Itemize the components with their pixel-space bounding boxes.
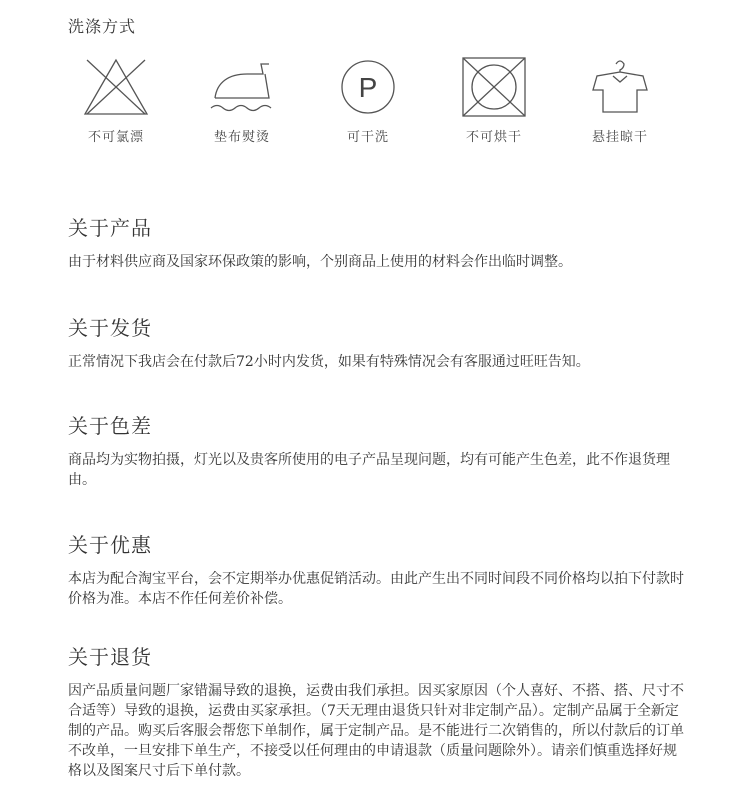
care-item-dry-clean [308, 56, 428, 145]
no-tumble-dry-icon [459, 56, 529, 118]
care-item-no-tumble-dry [434, 56, 554, 145]
section-body: 本店为配合淘宝平台，会不定期举办优惠促销活动。由此产生出不同时间段不同价格均以拍下付款时价格为准。本店不作任何差价补偿。 [68, 571, 684, 607]
care-item-iron-with-cloth [182, 56, 302, 145]
section-heading: 关于退货 [68, 645, 152, 669]
care-icons-row [56, 56, 696, 156]
section-body: 因产品质量问题厂家错漏导致的退换，运费由我们承担。因买家原因（个人喜好、不搭、搭、尺寸不合适等）导致的退换，运费由买家承担。（7天无理由退货只针对非定制产品）。定制产品属于全新定制的产品。购买后客服会帮您下单制作，属于定制产品。是不能进行二次销售的，所以付款后的订单不改单，一旦安排下单生产，不接受以任何理由的申请退款（质量问题除外）。请亲们慎重选择好规格以及图案尺寸后下单付款。 [68, 683, 684, 779]
care-label: 不可烘干 [465, 130, 522, 145]
care-label: 不可氯漂 [87, 130, 144, 145]
section-about-product [68, 214, 688, 272]
section-body: 商品均为实物拍摄，灯光以及贵客所使用的电子产品呈现问题，均有可能产生色差，此不作退货理由。 [68, 452, 670, 488]
hang-dry-icon [585, 56, 655, 118]
care-label: 悬挂晾干 [591, 130, 648, 145]
no-bleach-icon [81, 56, 151, 118]
section-about-shipping [68, 314, 688, 372]
section-heading: 关于优惠 [68, 533, 152, 557]
section-about-color [68, 412, 688, 490]
section-about-discount [68, 531, 688, 609]
care-instructions-title: 洗涤方式 [68, 17, 137, 36]
dry-clean-p-icon [333, 56, 403, 118]
svg-text:P: P [358, 72, 378, 103]
care-label: 可干洗 [346, 130, 389, 145]
section-heading: 关于产品 [68, 216, 152, 240]
section-about-returns [68, 643, 688, 781]
iron-with-cloth-icon [207, 56, 277, 118]
section-heading: 关于发货 [68, 316, 152, 340]
section-body: 正常情况下我店会在付款后72小时内发货，如果有特殊情况会有客服通过旺旺告知。 [68, 354, 590, 370]
care-item-hang-dry [560, 56, 680, 145]
section-body: 由于材料供应商及国家环保政策的影响，个别商品上使用的材料会作出临时调整。 [68, 254, 572, 270]
care-item-no-bleach [56, 56, 176, 145]
section-heading: 关于色差 [68, 414, 152, 438]
care-label: 垫布熨烫 [213, 130, 270, 145]
